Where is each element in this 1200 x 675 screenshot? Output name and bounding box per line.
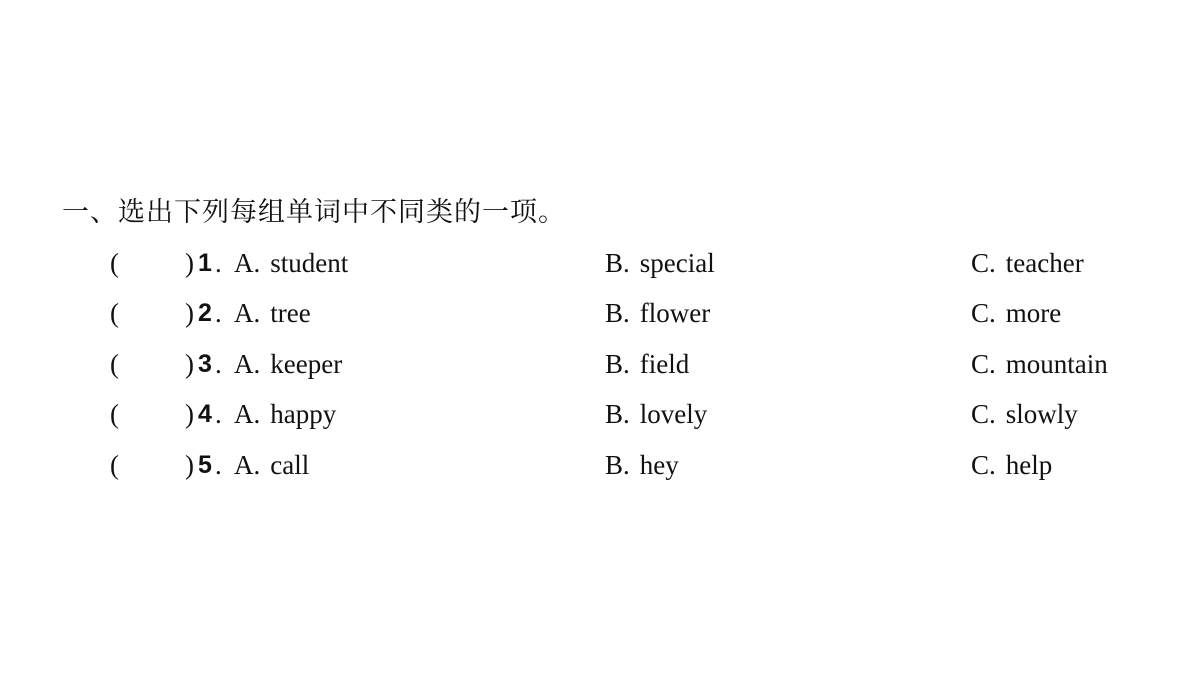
question-number: 2 bbox=[198, 299, 212, 327]
paren-open: ( bbox=[110, 399, 119, 429]
option-letter: A. bbox=[234, 349, 261, 379]
answer-blank[interactable] bbox=[126, 394, 182, 434]
option-a bbox=[234, 394, 336, 434]
option-letter: B. bbox=[605, 248, 630, 278]
option-word: mountain bbox=[1005, 349, 1108, 379]
question-row bbox=[0, 243, 1200, 283]
option-letter: C. bbox=[971, 450, 996, 480]
option-letter: B. bbox=[605, 399, 630, 429]
option-word: flower bbox=[639, 298, 711, 328]
option-word: teacher bbox=[1005, 248, 1084, 278]
question-row bbox=[0, 344, 1200, 384]
option-c bbox=[971, 445, 1052, 485]
option-letter: B. bbox=[605, 298, 630, 328]
section-heading: 一、选出下列每组单词中不同类的一项。 bbox=[62, 197, 566, 228]
option-letter: C. bbox=[971, 298, 996, 328]
option-b bbox=[605, 293, 710, 333]
question-number: 3 bbox=[198, 350, 212, 378]
answer-blank[interactable] bbox=[126, 344, 182, 384]
option-letter: B. bbox=[605, 450, 630, 480]
option-letter: C. bbox=[971, 248, 996, 278]
question-number: 5 bbox=[198, 451, 212, 479]
option-letter: A. bbox=[234, 450, 261, 480]
option-word: field bbox=[639, 349, 690, 379]
question-row bbox=[0, 293, 1200, 333]
option-word: slowly bbox=[1005, 399, 1078, 429]
paren-close: ) bbox=[185, 450, 194, 480]
question-number: 4 bbox=[198, 400, 212, 428]
option-word: special bbox=[639, 248, 715, 278]
option-word: student bbox=[270, 248, 349, 278]
option-a bbox=[234, 445, 309, 485]
option-c bbox=[971, 243, 1084, 283]
option-c bbox=[971, 293, 1061, 333]
option-b bbox=[605, 344, 689, 384]
option-word: lovely bbox=[639, 399, 708, 429]
option-word: hey bbox=[639, 450, 679, 480]
option-word: keeper bbox=[270, 349, 343, 379]
option-word: happy bbox=[270, 399, 337, 429]
option-word: call bbox=[270, 450, 310, 480]
paren-open: ( bbox=[110, 298, 119, 328]
paren-close: ) bbox=[185, 248, 194, 278]
question-dot: . bbox=[215, 349, 222, 379]
option-letter: C. bbox=[971, 399, 996, 429]
option-a bbox=[234, 243, 348, 283]
question-dot: . bbox=[215, 450, 222, 480]
paren-close: ) bbox=[185, 298, 194, 328]
option-letter: A. bbox=[234, 399, 261, 429]
option-a bbox=[234, 293, 311, 333]
question-row bbox=[0, 394, 1200, 434]
paren-open: ( bbox=[110, 248, 119, 278]
option-letter: A. bbox=[234, 298, 261, 328]
option-c bbox=[971, 394, 1078, 434]
option-b bbox=[605, 445, 679, 485]
option-b bbox=[605, 243, 715, 283]
option-a bbox=[234, 344, 342, 384]
option-b bbox=[605, 394, 707, 434]
answer-blank[interactable] bbox=[126, 243, 182, 283]
question-number: 1 bbox=[198, 249, 212, 277]
question-dot: . bbox=[215, 248, 222, 278]
question-dot: . bbox=[215, 399, 222, 429]
option-letter: A. bbox=[234, 248, 261, 278]
paren-open: ( bbox=[110, 349, 119, 379]
paren-close: ) bbox=[185, 399, 194, 429]
option-word: more bbox=[1005, 298, 1062, 328]
answer-blank[interactable] bbox=[126, 445, 182, 485]
paren-close: ) bbox=[185, 349, 194, 379]
paren-open: ( bbox=[110, 450, 119, 480]
option-word: help bbox=[1005, 450, 1053, 480]
option-letter: B. bbox=[605, 349, 630, 379]
option-word: tree bbox=[270, 298, 311, 328]
option-c bbox=[971, 344, 1108, 384]
question-row bbox=[0, 445, 1200, 485]
option-letter: C. bbox=[971, 349, 996, 379]
answer-blank[interactable] bbox=[126, 293, 182, 333]
question-dot: . bbox=[215, 298, 222, 328]
